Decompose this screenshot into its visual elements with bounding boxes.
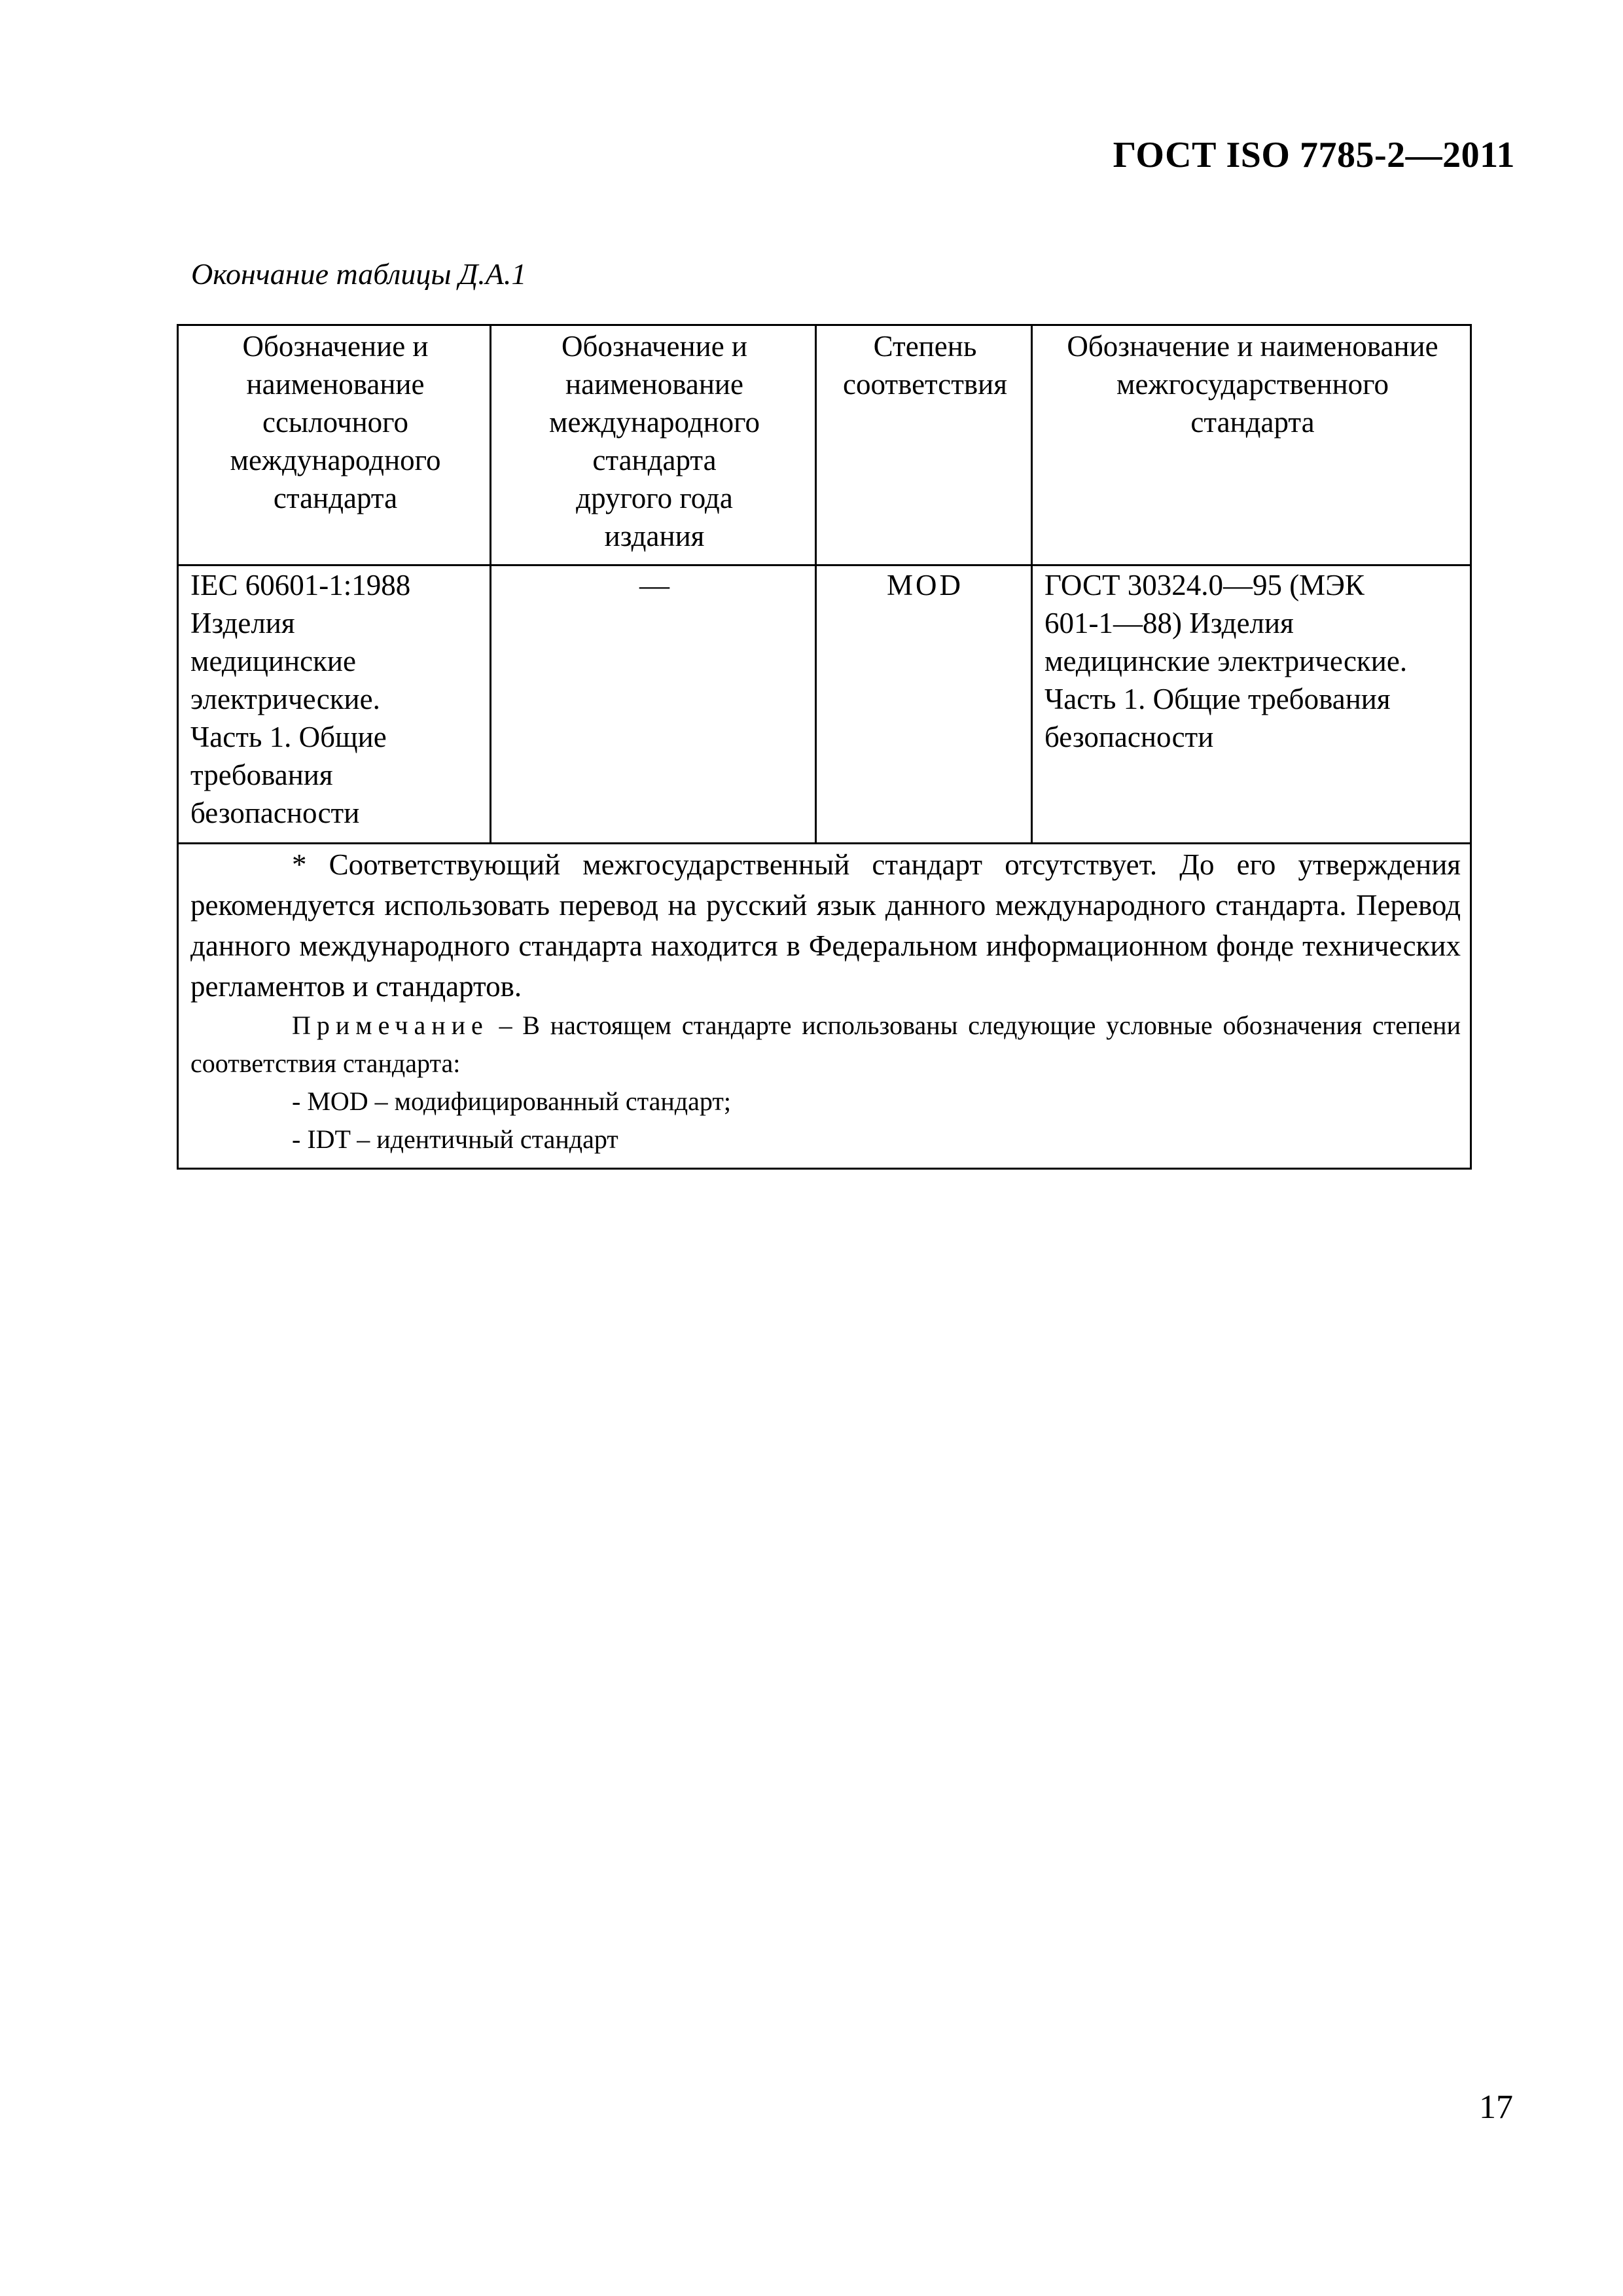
table-row	[178, 565, 1471, 844]
cell-degree-of-correspondence: MOD	[816, 565, 1032, 844]
note-paragraph	[190, 1007, 1461, 1083]
notes-row	[178, 844, 1471, 1169]
column-header-reference-standard: Обозначение и наименование ссылочного международного стандарта	[178, 325, 491, 565]
column-header-other-year-standard: Обозначение и наименование международного стандарта другого года издания	[491, 325, 816, 565]
reference-standards-table	[177, 324, 1472, 1170]
cell-other-year-standard: —	[491, 565, 816, 844]
cell-reference-standard: IEC 60601-1:1988 Изделия медицинские электрические. Часть 1. Общие требования безопасности	[178, 565, 491, 844]
note-list-item-mod: - MOD – модифицированный стандарт;	[292, 1086, 731, 1116]
note-text: – В настоящем стандарте использованы следующие условные обозначения степени соответствия стандарта:	[190, 1011, 1461, 1078]
note-label: Примечание	[292, 1011, 489, 1040]
column-header-degree-of-correspondence: Степень соответствия	[816, 325, 1032, 565]
table-caption: Окончание таблицы Д.А.1	[191, 257, 527, 291]
document-code-header: ГОСТ ISO 7785-2—2011	[1113, 135, 1515, 175]
table-header-row	[178, 325, 1471, 565]
reference-table-container	[177, 324, 1470, 1170]
notes-cell	[178, 844, 1471, 1169]
cell-interstate-standard: ГОСТ 30324.0—95 (МЭК 601-1—88) Изделия медицинские электрические. Часть 1. Общие требования безопасности	[1032, 565, 1471, 844]
page-number: 17	[1479, 2089, 1513, 2126]
footnote-text: * Соответствующий межгосударственный стандарт отсутствует. До его утверждения рекомендуется использовать перевод на русский язык данного международного стандарта. Перевод данного международного стандарта находится в Федеральном информационном фонде технических регламентов и стандартов.	[190, 848, 1461, 1003]
column-header-interstate-standard: Обозначение и наименование межгосударственного стандарта	[1032, 325, 1471, 565]
note-list-item-idt: - IDT – идентичный стандарт	[292, 1124, 618, 1154]
